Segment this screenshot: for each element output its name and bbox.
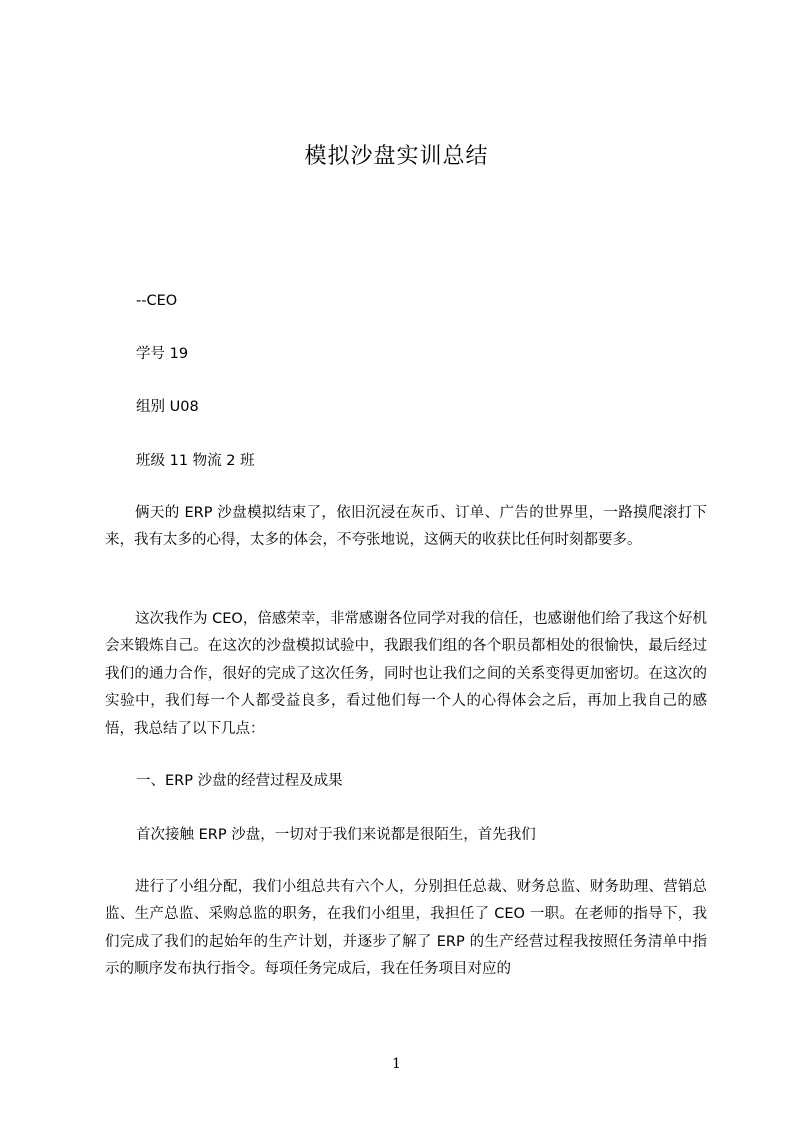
role-line: --CEO [136,293,178,309]
section-heading: 一、ERP 沙盘的经营过程及成果 [136,773,343,789]
document-title: 模拟沙盘实训总结 [304,144,489,169]
section-intro-line: 首次接触 ERP 沙盘，一切对于我们来说都是很陌生，首先我们 [136,827,536,843]
group-line: 组别 U08 [136,399,199,415]
paragraph-intro: 俩天的 ERP 沙盘模拟结束了，依旧沉浸在灰币、订单、广告的世界里，一路摸爬滚打下来，我有太多的心得，太多的体会，不夸张地说，这俩天的收获比任何时刻都要多。 [105,505,707,549]
page-number: 1 [392,1056,401,1072]
paragraph-ceo-role: 这次我作为 CEO，倍感荣幸，非常感谢各位同学对我的信任，也感谢他们给了我这个好机会来锻炼自己。在这次的沙盘模拟试验中，我跟我们组的各个职员都相处的很愉快，最后经过我们的通力合作，很好的完成了这次任务，同时也让我们之间的关系变得更加密切。在这次的实验中，我们每一个人都受益良多，看过他们每一个人的心得体会之后，再加上我自己的感悟，我总结了以下几点： [105,611,707,737]
student-id-line: 学号 19 [136,346,189,362]
class-line: 班级 11 物流 2 班 [136,453,255,469]
paragraph-group-assignment: 进行了小组分配，我们小组总共有六个人，分别担任总裁、财务总监、财务助理、营销总监、生产总监、采购总监的职务，在我们小组里，我担任了 CEO 一职。在老师的指导下，我们完成了我们的起始年的生产计划，并逐步了解了 ERP 的生产经营过程我按照任务清单中指示的顺序发布执行指令。每项任务完成后，我在任务项目对应的 [105,879,707,978]
